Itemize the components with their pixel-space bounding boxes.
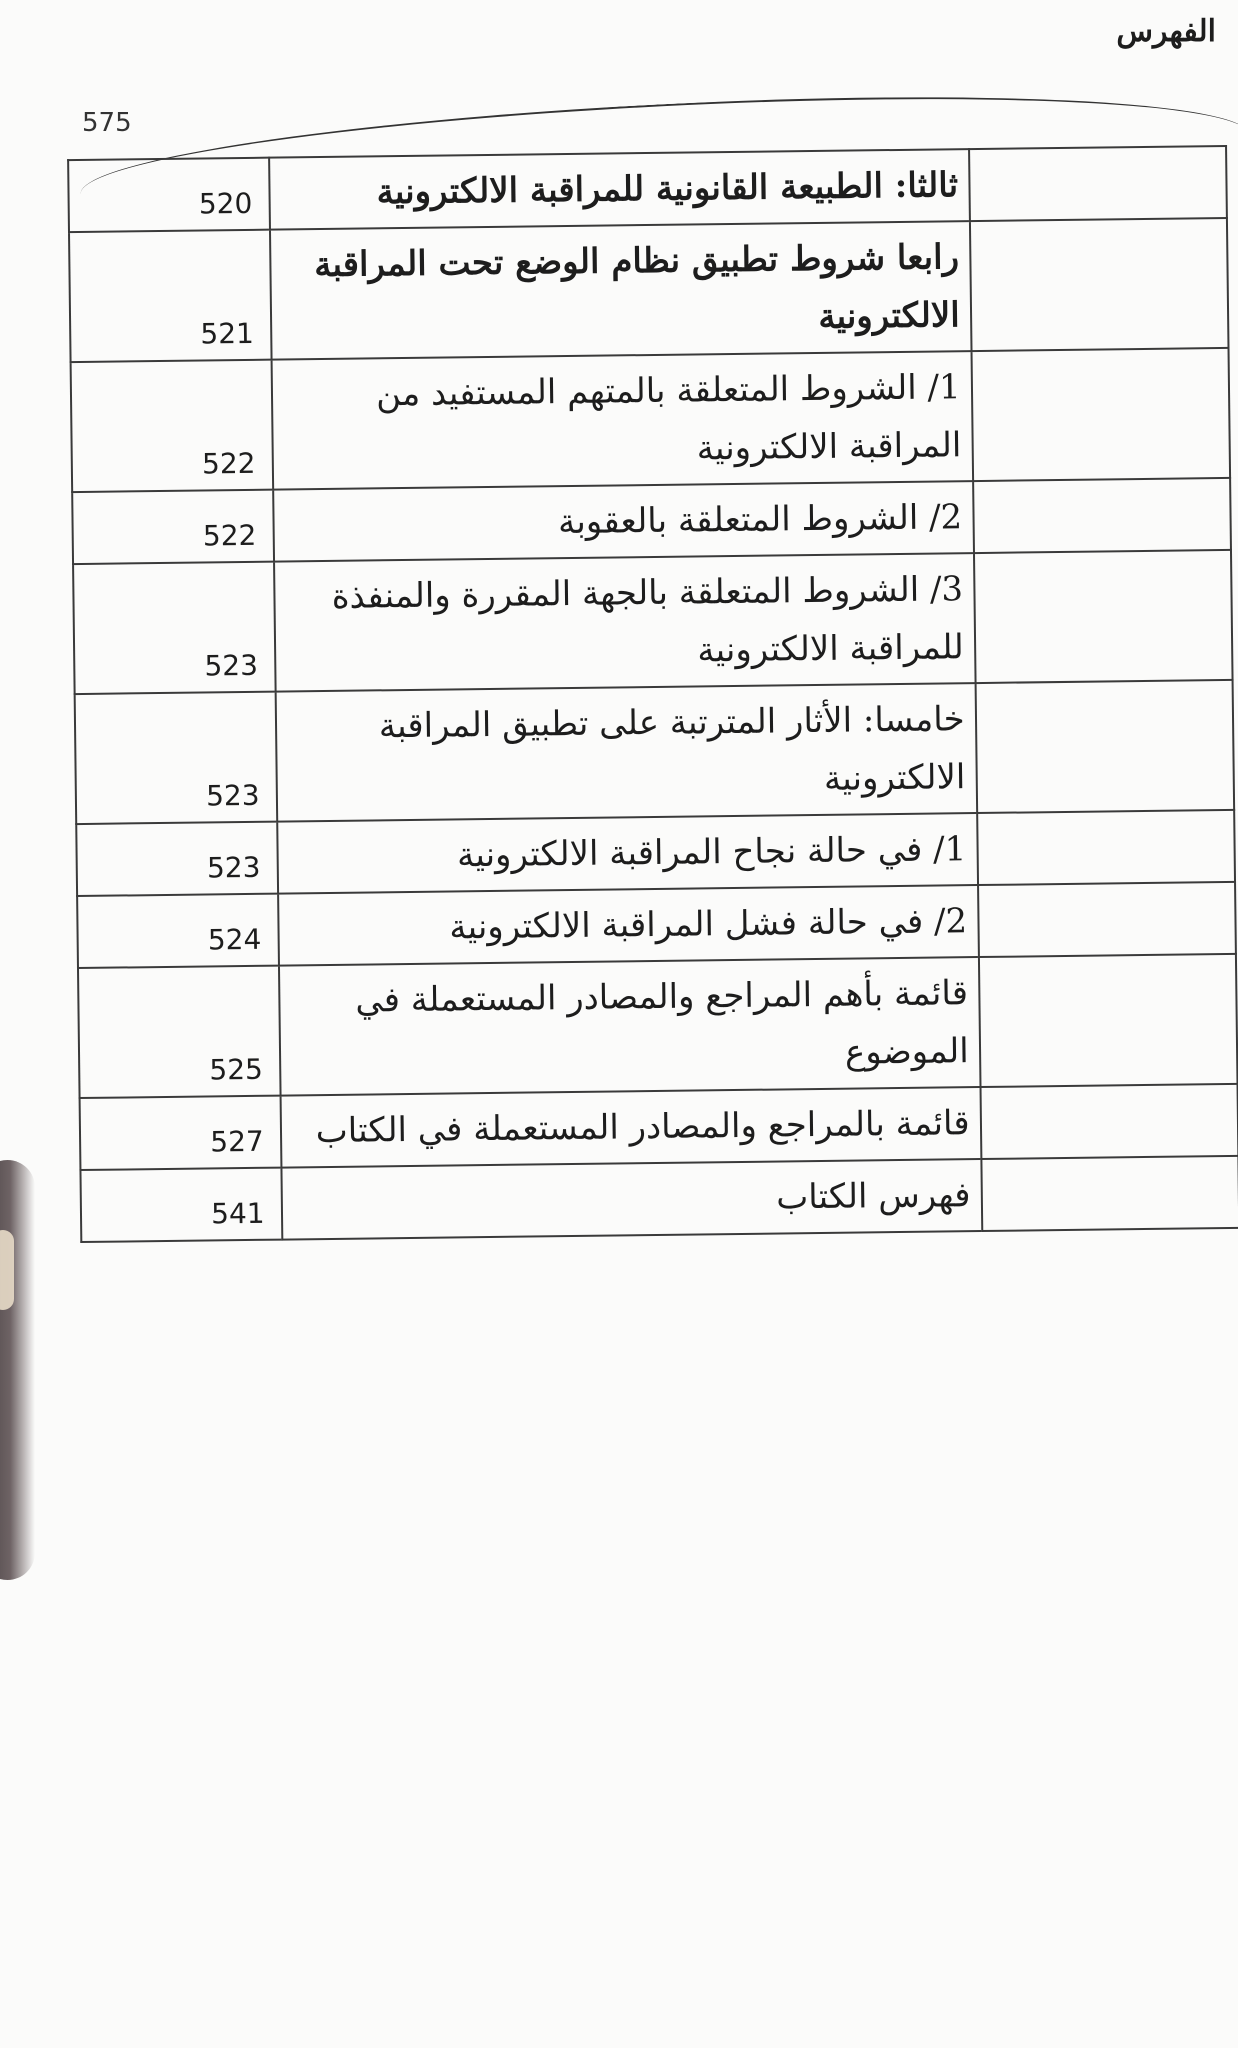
entry-title: خامسا: الأثار المترتبة على تطبيق المراقبة الالكترونية bbox=[275, 683, 977, 822]
entry-page: 523 bbox=[73, 562, 275, 694]
entry-page: 527 bbox=[80, 1096, 282, 1170]
entry-page: 520 bbox=[68, 158, 270, 232]
entry-page: 521 bbox=[69, 230, 271, 362]
entry-title: رابعا شروط تطبيق نظام الوضع تحت المراقبة الالكترونية bbox=[270, 221, 972, 360]
entry-title: 1/ في حالة نجاح المراقبة الالكترونية bbox=[277, 813, 978, 894]
entry-title: فهرس الكتاب bbox=[281, 1159, 982, 1240]
entry-page: 523 bbox=[76, 822, 278, 896]
page-number: 575 bbox=[82, 108, 132, 138]
entry-page: 525 bbox=[78, 966, 280, 1098]
empty-cell bbox=[975, 680, 1234, 813]
entry-title: قائمة بالمراجع والمصادر المستعملة في الكتاب bbox=[280, 1087, 981, 1168]
empty-cell bbox=[977, 810, 1235, 885]
entry-page: 523 bbox=[75, 692, 277, 824]
entry-page: 541 bbox=[80, 1168, 282, 1242]
toc-row bbox=[78, 954, 1238, 1098]
page-edge-shadow bbox=[0, 1160, 35, 1580]
empty-cell bbox=[969, 146, 1227, 221]
toc-table bbox=[67, 145, 1238, 1243]
entry-title: قائمة بأهم المراجع والمصادر المستعملة في الموضوع bbox=[279, 957, 981, 1096]
empty-cell bbox=[971, 348, 1230, 481]
entry-page: 522 bbox=[72, 490, 274, 564]
empty-cell bbox=[981, 1156, 1238, 1231]
entry-page: 522 bbox=[71, 360, 273, 492]
toc-row bbox=[75, 680, 1235, 824]
empty-cell bbox=[970, 218, 1229, 351]
entry-title: 3/ الشروط المتعلقة بالجهة المقررة والمنفذة للمراقبة الالكترونية bbox=[274, 553, 976, 692]
toc-row bbox=[73, 550, 1233, 694]
table-of-contents bbox=[66, 65, 1238, 1231]
entry-title: ثالثا: الطبيعة القانونية للمراقبة الالكترونية bbox=[269, 149, 970, 230]
entry-page: 524 bbox=[77, 894, 279, 968]
running-head: الفهرس bbox=[1116, 14, 1216, 49]
toc-row bbox=[80, 1156, 1238, 1242]
empty-cell bbox=[978, 882, 1236, 957]
entry-title: 2/ الشروط المتعلقة بالعقوبة bbox=[273, 481, 974, 562]
empty-cell bbox=[973, 478, 1231, 553]
entry-title: 2/ في حالة فشل المراقبة الالكترونية bbox=[278, 885, 979, 966]
empty-cell bbox=[980, 1084, 1238, 1159]
entry-title: 1/ الشروط المتعلقة بالمتهم المستفيد من المراقبة الالكترونية bbox=[271, 351, 973, 490]
toc-row bbox=[69, 218, 1229, 362]
thumb-highlight bbox=[0, 1230, 14, 1310]
empty-cell bbox=[979, 954, 1238, 1087]
toc-row bbox=[71, 348, 1231, 492]
empty-cell bbox=[974, 550, 1233, 683]
